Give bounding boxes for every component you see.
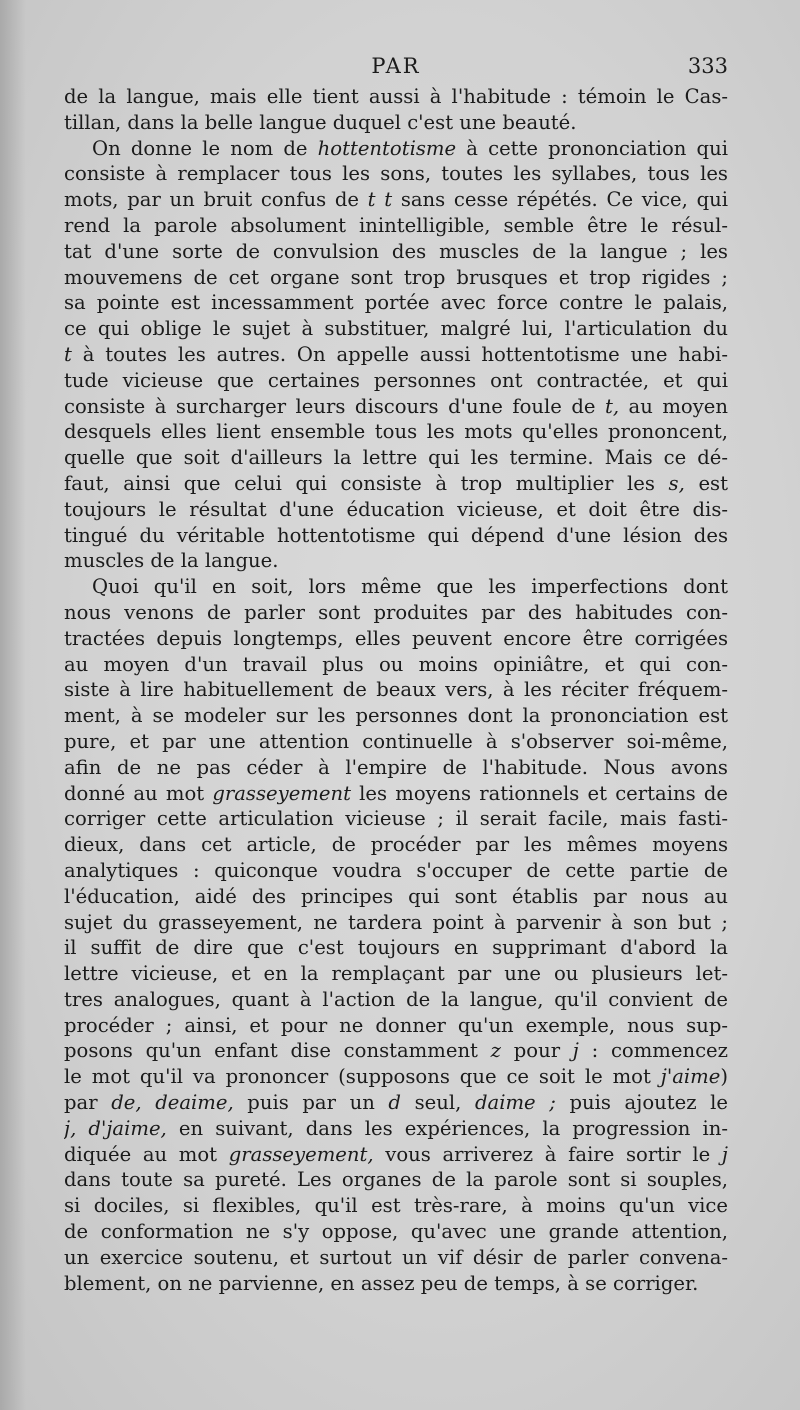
text-line: muscles de la langue. [64,549,279,573]
text-line: nous venons de parler sont produites par des habitudes con- [64,600,728,624]
running-head: PAR [371,54,421,78]
text-line: ce qui oblige le sujet à substituer, malgré lui, l'articulation du [64,317,728,341]
text-line: tat d'une sorte de convulsion des muscles de la langue ; les [64,239,728,263]
page-header [64,54,728,84]
text-line: afin de ne pas céder à l'empire de l'habitude. Nous avons [64,755,728,779]
text-line: analytiques : quiconque voudra s'occuper de cette partie de [64,858,728,882]
text-line: tingué du véritable hottentotisme qui dépend d'une lésion des [64,523,728,547]
text-line: par de, deaime, puis par un d seul, daime ; puis ajoutez le [64,1091,728,1115]
text-line: j, d'jaime, en suivant, dans les expériences, la progression in- [64,1116,728,1140]
text-line: tude vicieuse que certaines personnes ont contractée, et qui [64,368,728,392]
text-line: siste à lire habituellement de beaux vers, à les réciter fréquem- [64,678,728,702]
text-line: faut, ainsi que celui qui consiste à trop multiplier les s, est [64,471,728,495]
text-line: ment, à se modeler sur les personnes dont la prononciation est [64,704,728,728]
text-line: tractées depuis longtemps, elles peuvent encore être corrigées [64,626,728,650]
text-line: tillan, dans la belle langue duquel c'est une beauté. [64,110,577,134]
text-line: On donne le nom de hottentotisme à cette prononciation qui [92,136,728,160]
text-line: un exercice soutenu, et surtout un vif désir de parler convena- [64,1245,728,1269]
text-line: dieux, dans cet article, de procéder par les mêmes moyens [64,833,728,857]
text-line: quelle que soit d'ailleurs la lettre qui les termine. Mais ce dé- [64,446,728,470]
text-line: toujours le résultat d'une éducation vicieuse, et doit être dis- [64,497,728,521]
text-line: mouvemens de cet organe sont trop brusques et trop rigides ; [64,265,728,289]
text-line: il suffit de dire que c'est toujours en supprimant d'abord la [64,936,728,960]
text-line: dans toute sa pureté. Les organes de la parole sont si souples, [64,1168,728,1192]
text-line: blement, on ne parvienne, en assez peu de temps, à se corriger. [64,1271,699,1295]
text-line: lettre vicieuse, et en la remplaçant par une ou plusieurs let- [64,962,728,986]
text-line: t à toutes les autres. On appelle aussi hottentotisme une habi- [64,342,728,366]
text-line: de conformation ne s'y oppose, qu'avec une grande attention, [64,1220,728,1244]
text-line: pure, et par une attention continuelle à s'observer soi-même, [64,729,728,753]
text-line: rend la parole absolument inintelligible, semble être le résul- [64,213,728,237]
page-number: 333 [687,54,728,78]
text-line: mots, par un bruit confus de t t sans cesse répétés. Ce vice, qui [64,188,728,212]
text-line: diquée au mot grasseyement, vous arriverez à faire sortir le j [64,1142,728,1166]
text-line: sa pointe est incessamment portée avec force contre le palais, [64,291,728,315]
text-line: Quoi qu'il en soit, lors même que les imperfections dont [92,575,728,599]
text-line: procéder ; ainsi, et pour ne donner qu'un exemple, nous sup- [64,1013,728,1037]
text-line: consiste à surcharger leurs discours d'une foule de t, au moyen [64,394,728,418]
text-line: corriger cette articulation vicieuse ; il serait facile, mais fasti- [64,807,728,831]
text-line: l'éducation, aidé des principes qui sont établis par nous au [64,884,728,908]
text-line: au moyen d'un travail plus ou moins opiniâtre, et qui con- [64,652,728,676]
text-line: consiste à remplacer tous les sons, toutes les syllabes, tous les [64,162,728,186]
text-line: posons qu'un enfant dise constamment z pour j : commencez [64,1039,728,1063]
text-line: de la langue, mais elle tient aussi à l'habitude : témoin le Cas- [64,85,728,108]
text-line: le mot qu'il va prononcer (supposons que ce soit le mot j'aime) [64,1065,728,1089]
text-line: sujet du grasseyement, ne tardera point à parvenir à son but ; [64,910,728,934]
text-line: tres analogues, quant à l'action de la langue, qu'il convient de [64,987,728,1011]
text-line: donné au mot grasseyement les moyens rationnels et certains de [64,781,728,805]
page-gutter-shadow [0,0,26,1410]
body-text [64,84,728,1296]
text-line: desquels elles lient ensemble tous les mots qu'elles prononcent, [64,420,728,444]
text-line: si dociles, si flexibles, qu'il est très-rare, à moins qu'un vice [64,1194,728,1218]
